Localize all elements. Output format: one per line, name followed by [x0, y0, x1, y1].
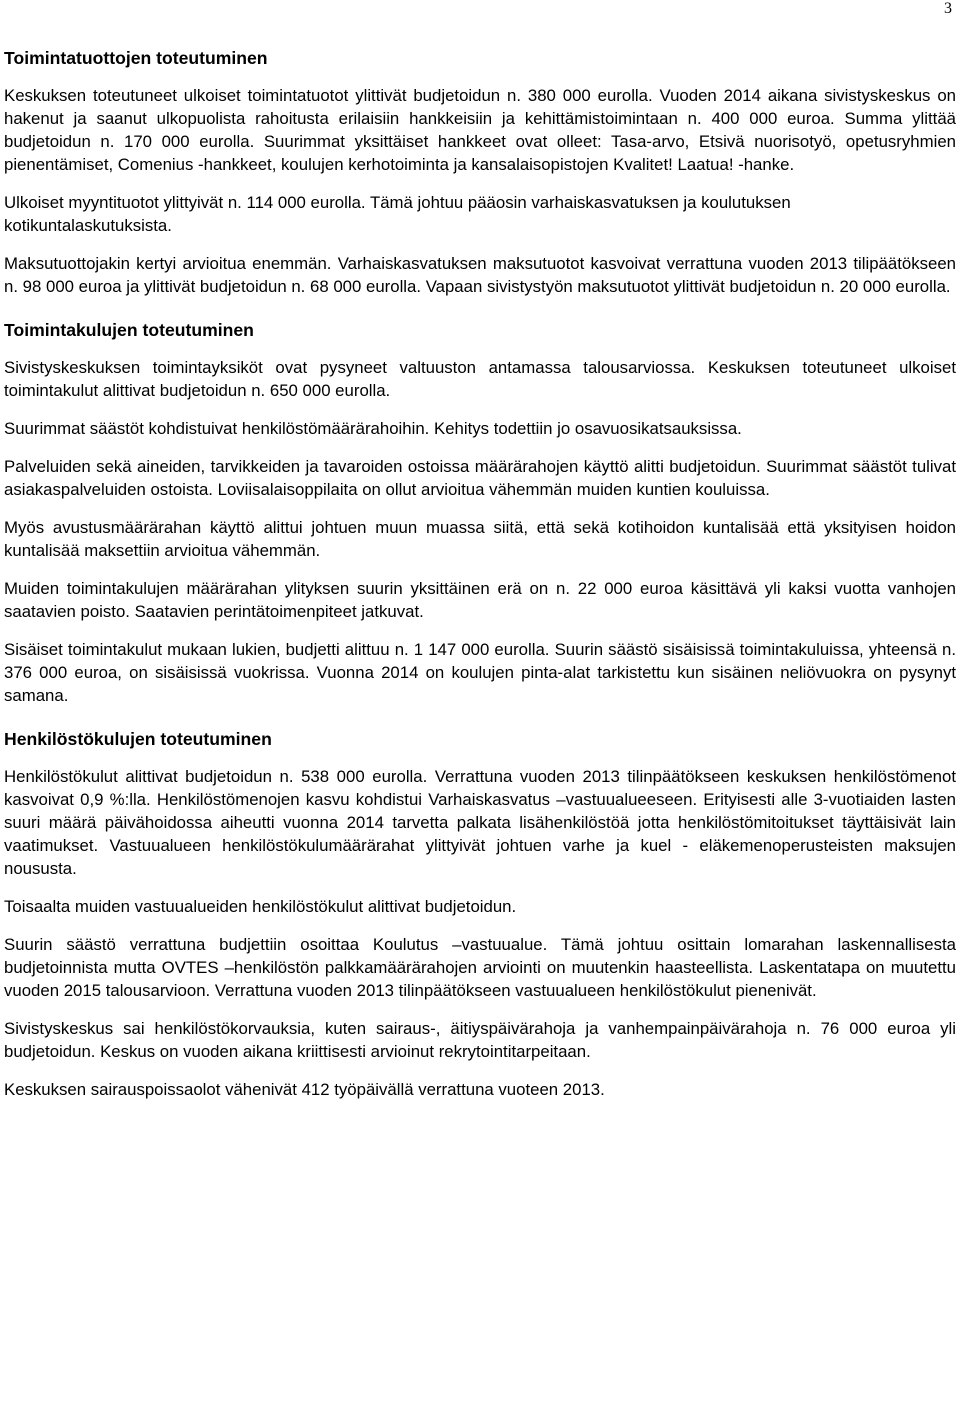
section-henkilostokulut: [4, 727, 956, 1101]
paragraph: Sivistyskeskus sai henkilöstökorvauksia, kuten sairaus-, äitiyspäivärahoja ja vanhempainpäivärahoja n. 76 000 euroa yli budjetoidun. Keskus on vuoden aikana kriittisesti arvioinut rekrytointitarpeitaan.: [4, 1019, 956, 1061]
paragraph: Palveluiden sekä aineiden, tarvikkeiden ja tavaroiden ostoissa määrärahojen käyttö alitti budjetoidun. Suurimmat säästöt tulivat asiakaspalveluiden ostoista. Loviisalaisoppilaita on ollut arvioitua vähemmän muiden kuntien kouluissa.: [4, 457, 956, 499]
paragraph: Sisäiset toimintakulut mukaan lukien, budjetti alittuu n. 1 147 000 eurolla. Suurin säästö sisäisissä toimintakuluissa, yhteensä n. 376 000 euroa, on sisäisissä vuokrissa. Vuonna 2014 on koulujen pinta-alat tarkistettu kun sisäinen neliövuokra on pysynyt samana.: [4, 640, 956, 705]
section-heading: Henkilöstökulujen toteutuminen: [4, 729, 272, 749]
section-heading: Toimintakulujen toteutuminen: [4, 320, 254, 340]
paragraph: Keskuksen toteutuneet ulkoiset toimintatuotot ylittivät budjetoidun n. 380 000 eurolla. Vuoden 2014 aikana sivistyskeskus on hakenut ja saanut ulkopuolista rahoitusta erilaisiin hankkeisiin ja kehittämistoimintaan n. 400 000 euroa. Summa ylittää budjetoidun n. 170 000 eurolla. Suurimmat yksittäiset hankkeet ovat olleet: Tasa-arvo, Etsivä nuorisotyö, opetusryhmien pienentämiset, Comenius -hankkeet, koulujen kerhotoiminta ja kansalaisopistojen Kvalitet! Laatua! -hanke.: [4, 86, 956, 174]
page-number: 3: [944, 0, 952, 17]
paragraph: Suurin säästö verrattuna budjettiin osoittaa Koulutus –vastuualue. Tämä johtuu osittain lomarahan laskennallisesta budjetoinnista mutta OVTES –henkilöstön palkkamäärärahojen arviointi on muutenkin haasteellista. Laskentatapa on muutettu vuoden 2015 talousarvioon. Verrattuna vuoden 2013 tilinpäätökseen vastuualueen henkilöstökulut pienenivät.: [4, 935, 956, 1000]
paragraph: Suurimmat säästöt kohdistuivat henkilöstömäärärahoihin. Kehitys todettiin jo osavuosikatsauksissa.: [4, 419, 742, 438]
section-heading: Toimintatuottojen toteutuminen: [4, 48, 268, 68]
paragraph: Muiden toimintakulujen määrärahan ylityksen suurin yksittäinen erä on n. 22 000 euroa käsittävä yli kaksi vuotta vanhojen saatavien poisto. Saatavien perintätoimenpiteet jatkuvat.: [4, 579, 956, 621]
section-toimintakulut: [4, 318, 956, 707]
document-body: [4, 46, 956, 1116]
paragraph: Ulkoiset myyntituotot ylittyivät n. 114 000 eurolla. Tämä johtuu pääosin varhaiskasvatuksen ja koulutuksen kotikuntalaskutuksista.: [4, 193, 791, 235]
paragraph: Toisaalta muiden vastuualueiden henkilöstökulut alittivat budjetoidun.: [4, 897, 517, 916]
paragraph: Maksutuottojakin kertyi arvioitua enemmän. Varhaiskasvatuksen maksutuotot kasvoivat verrattuna vuoden 2013 tilipäätökseen n. 98 000 euroa ja ylittivät budjetoidun n. 68 000 eurolla. Vapaan sivistystyön maksutuotot ylittivät budjetoidun n. 20 000 eurolla.: [4, 254, 956, 296]
paragraph: Keskuksen sairauspoissaolot vähenivät 412 työpäivällä verrattuna vuoteen 2013.: [4, 1080, 605, 1099]
paragraph: Sivistyskeskuksen toimintayksiköt ovat pysyneet valtuuston antamassa talousarviossa. Keskuksen toteutuneet ulkoiset toimintakulut alittivat budjetoidun n. 650 000 eurolla.: [4, 358, 956, 400]
section-toimintatuotot: [4, 46, 956, 298]
paragraph: Henkilöstökulut alittivat budjetoidun n. 538 000 eurolla. Verrattuna vuoden 2013 tilinpäätökseen keskuksen henkilöstömenot kasvoivat 0,9 %:lla. Henkilöstömenojen kasvu kohdistui Varhaiskasvatus –vastuualueeseen. Erityisesti alle 3-vuotiaiden lasten suuri määrä päivähoidossa aiheutti vuonna 2014 tarvetta palkata lisähenkilöstöä jotta henkilöstömitoitukset täyttäisivät lain vaatimukset. Vastuualueen henkilöstökulumäärärahat ylittyivät johtuen varhe ja kuel - eläkemenoperusteisten maksujen noususta.: [4, 767, 956, 878]
paragraph: Myös avustusmäärärahan käyttö alittui johtuen muun muassa siitä, että sekä kotihoidon kuntalisää että yksityisen hoidon kuntalisää maksettiin arvioitua vähemmän.: [4, 518, 956, 560]
